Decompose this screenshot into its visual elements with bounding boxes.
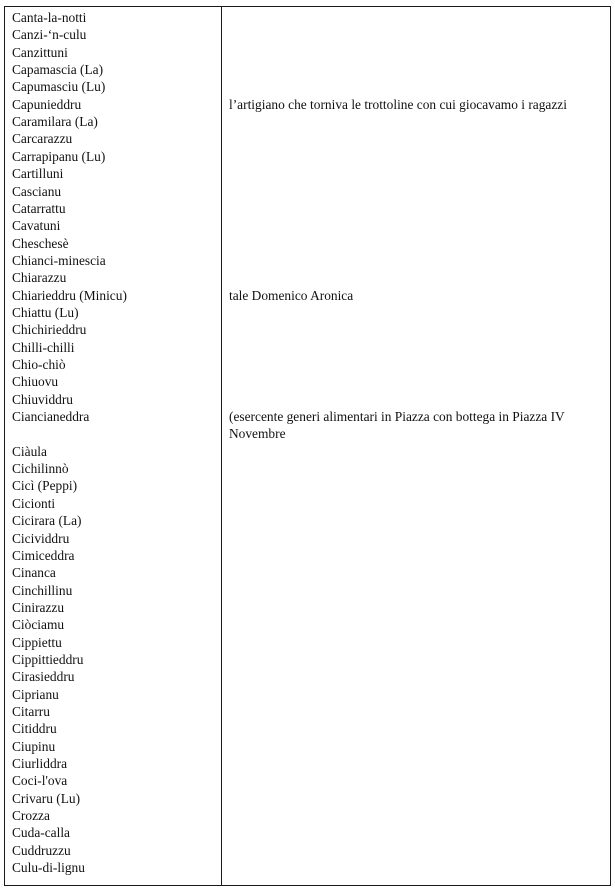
list-item: Cuda-calla (12, 825, 70, 841)
list-item: Cichilinnò (12, 461, 69, 477)
list-item: Culu-di-lignu (12, 860, 85, 876)
list-item: Chiattu (Lu) (12, 304, 79, 320)
list-item: Ciancianeddra (12, 409, 90, 425)
list-item: Cirasieddru (12, 669, 75, 685)
list-item: Chio-chiò (12, 357, 66, 372)
list-item: Carrapipanu (Lu) (12, 148, 106, 164)
note-text (229, 287, 607, 304)
list-item: Cinanca (12, 565, 56, 581)
list-item: Cicividdru (12, 530, 70, 546)
list-item: Cavatuni (12, 218, 61, 234)
list-item: Chianci-minescia (12, 252, 106, 268)
list-item: Cinchillinu (12, 582, 73, 598)
list-item: Chiarazzu (12, 270, 67, 286)
list-item: Chiuviddru (12, 391, 74, 407)
list-item: Cheschesè (12, 235, 69, 251)
list-item: Cascianu (12, 183, 62, 199)
list-item: Citiddru (12, 721, 57, 737)
names-column (5, 7, 222, 886)
nickname-table (4, 6, 611, 886)
note-line: tale Domenico Aronica (229, 287, 354, 303)
list-item: Ciurliddra (12, 756, 68, 772)
list-item: Coci-l'ova (12, 773, 68, 789)
note-line: Novembre (229, 426, 286, 442)
list-item: Crivaru (Lu) (12, 790, 81, 806)
list-item: Cicionti (12, 495, 56, 511)
list-item: Ciòciamu (12, 617, 65, 633)
list-item: Cicì (Peppi) (12, 478, 78, 494)
list-item: Cicirara (La) (12, 513, 82, 529)
notes-column (222, 7, 611, 886)
note-text (229, 408, 607, 442)
list-item: Capamascia (La) (12, 62, 104, 78)
note-line: l’artigiano che torniva le trottoline con cui giocavamo i ragazzi (229, 96, 567, 112)
list-item: Ciprianu (12, 686, 59, 702)
list-item: Cartilluni (12, 166, 64, 182)
list-item: Cinirazzu (12, 599, 65, 615)
list-item: Chiarieddru (Minicu) (12, 287, 127, 303)
list-item: Capunieddru (12, 96, 82, 112)
note-text (229, 96, 607, 113)
list-item: Cippiettu (12, 634, 62, 650)
list-item: Caramilara (La) (12, 114, 98, 130)
list-item: Ciàula (12, 443, 47, 459)
list-item: Citarru (12, 704, 50, 719)
table-row (5, 7, 611, 886)
list-item: Chilli-chilli (12, 339, 75, 355)
list-item: Capumasciu (Lu) (12, 79, 106, 95)
list-item: Carcarazzu (12, 131, 73, 147)
list-item: Cuddruzzu (12, 842, 71, 858)
list-item: Cimiceddra (12, 547, 75, 563)
list-item: Chiuovu (12, 374, 59, 390)
list-item: Ciupinu (12, 738, 56, 754)
list-item: Chichirieddru (12, 322, 87, 338)
list-item: Canzi-‘n-culu (12, 27, 87, 43)
list-item: Catarrattu (12, 200, 66, 216)
list-item: Cippittieddru (12, 651, 84, 667)
list-item: Canta-la-notti (12, 10, 87, 25)
note-line: (esercente generi alimentari in Piazza con bottega in Piazza IV (229, 409, 565, 425)
list-item: Crozza (12, 808, 50, 824)
list-item: Canzittuni (12, 44, 68, 60)
